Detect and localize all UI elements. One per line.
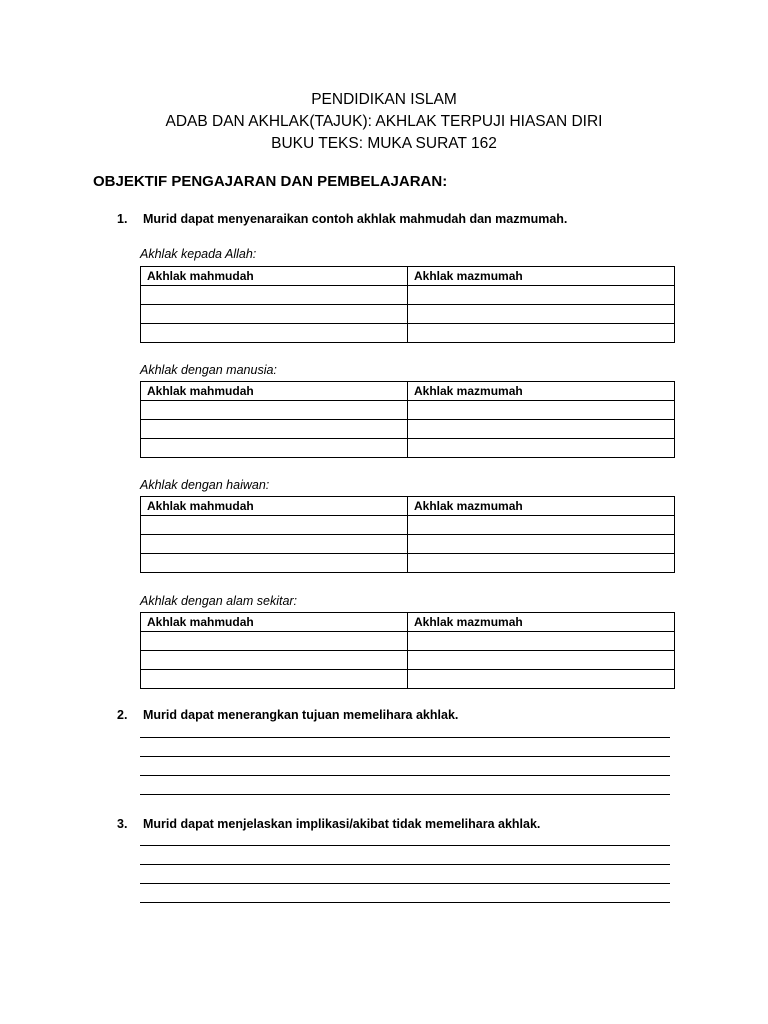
section-heading: OBJEKTIF PENGAJARAN DAN PEMBELAJARAN:: [93, 173, 448, 190]
objective-text: Murid dapat menerangkan tujuan memelihara akhlak.: [143, 708, 459, 722]
table-row: [141, 401, 675, 420]
akhlak-table-manusia: [140, 381, 675, 458]
objective-number: 3.: [117, 817, 128, 831]
table-header-row: [141, 613, 675, 632]
table-cell[interactable]: [408, 420, 675, 439]
table-header-row: [141, 497, 675, 516]
answer-line[interactable]: [140, 845, 670, 846]
document-title: [0, 89, 768, 155]
table-row: [141, 324, 675, 343]
col-mahmudah-header: Akhlak mahmudah: [141, 613, 408, 632]
table-cell[interactable]: [408, 401, 675, 420]
table-header-row: [141, 267, 675, 286]
table-cell[interactable]: [408, 535, 675, 554]
table-header-row: [141, 382, 675, 401]
table-cell[interactable]: [141, 535, 408, 554]
objective-number: 1.: [117, 212, 128, 226]
table-row: [141, 535, 675, 554]
table-row: [141, 670, 675, 689]
col-mazmumah-header: Akhlak mazmumah: [408, 497, 675, 516]
table-caption: Akhlak dengan alam sekitar:: [140, 594, 298, 608]
table-row: [141, 286, 675, 305]
table-caption: Akhlak kepada Allah:: [140, 247, 257, 261]
answer-line[interactable]: [140, 756, 670, 757]
col-mazmumah-header: Akhlak mazmumah: [408, 613, 675, 632]
table-row: [141, 305, 675, 324]
table-cell[interactable]: [408, 439, 675, 458]
objective-2: [117, 708, 458, 722]
objective-text: Murid dapat menjelaskan implikasi/akibat tidak memelihara akhlak.: [143, 817, 541, 831]
table-cell[interactable]: [408, 632, 675, 651]
table-cell[interactable]: [141, 670, 408, 689]
objective-3: [117, 817, 540, 831]
table-cell[interactable]: [408, 305, 675, 324]
table-cell[interactable]: [141, 420, 408, 439]
answer-line[interactable]: [140, 864, 670, 865]
objective-1: [117, 212, 567, 226]
answer-line[interactable]: [140, 775, 670, 776]
akhlak-table-allah: [140, 266, 675, 343]
table-row: [141, 632, 675, 651]
col-mahmudah-header: Akhlak mahmudah: [141, 382, 408, 401]
table-cell[interactable]: [141, 439, 408, 458]
table-row: [141, 420, 675, 439]
objective-text: Murid dapat menyenaraikan contoh akhlak mahmudah dan mazmumah.: [143, 212, 568, 226]
col-mahmudah-header: Akhlak mahmudah: [141, 497, 408, 516]
col-mazmumah-header: Akhlak mazmumah: [408, 267, 675, 286]
col-mazmumah-header: Akhlak mazmumah: [408, 382, 675, 401]
table-cell[interactable]: [408, 324, 675, 343]
table-cell[interactable]: [141, 401, 408, 420]
title-line-subject: PENDIDIKAN ISLAM: [311, 91, 457, 108]
table-cell[interactable]: [141, 324, 408, 343]
table-cell[interactable]: [408, 651, 675, 670]
table-cell[interactable]: [141, 305, 408, 324]
title-line-topic: ADAB DAN AKHLAK(TAJUK): AKHLAK TERPUJI HIASAN DIRI: [165, 113, 603, 130]
table-caption: Akhlak dengan haiwan:: [140, 478, 270, 492]
title-line-textbook: BUKU TEKS: MUKA SURAT 162: [271, 135, 497, 152]
table-cell[interactable]: [141, 554, 408, 573]
answer-line[interactable]: [140, 737, 670, 738]
answer-line[interactable]: [140, 902, 670, 903]
table-cell[interactable]: [141, 651, 408, 670]
table-row: [141, 651, 675, 670]
table-cell[interactable]: [141, 516, 408, 535]
table-cell[interactable]: [408, 670, 675, 689]
table-caption: Akhlak dengan manusia:: [140, 363, 277, 377]
col-mahmudah-header: Akhlak mahmudah: [141, 267, 408, 286]
answer-line[interactable]: [140, 794, 670, 795]
table-row: [141, 554, 675, 573]
table-cell[interactable]: [141, 286, 408, 305]
akhlak-table-alam-sekitar: [140, 612, 675, 689]
answer-line[interactable]: [140, 883, 670, 884]
table-row: [141, 439, 675, 458]
table-cell[interactable]: [408, 554, 675, 573]
table-cell[interactable]: [408, 516, 675, 535]
table-cell[interactable]: [141, 632, 408, 651]
table-row: [141, 516, 675, 535]
akhlak-table-haiwan: [140, 496, 675, 573]
objective-number: 2.: [117, 708, 128, 722]
table-cell[interactable]: [408, 286, 675, 305]
